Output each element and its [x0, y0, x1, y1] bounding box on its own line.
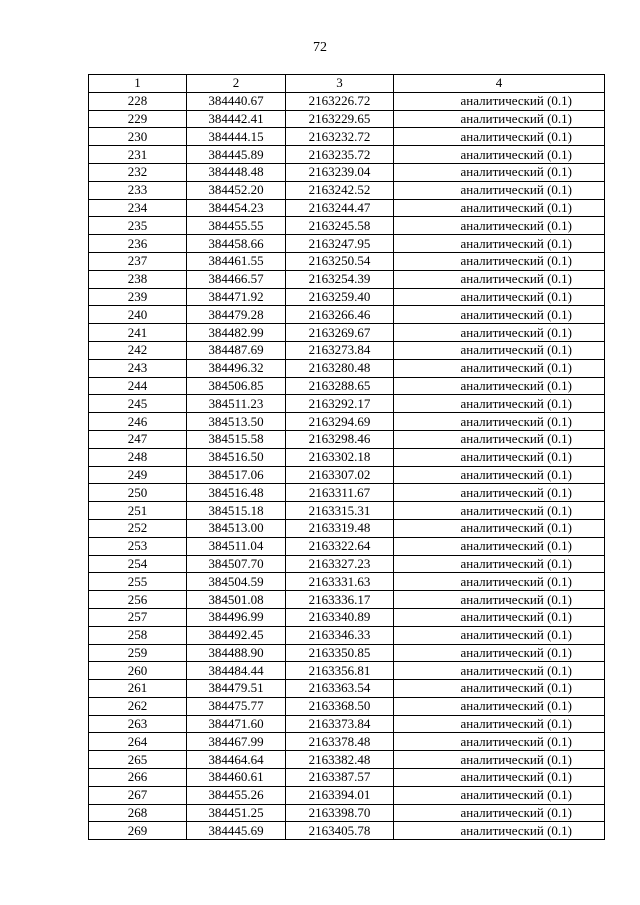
table-row — [89, 697, 605, 715]
y-coordinate-cell: 2163280.48 — [286, 359, 394, 377]
table-row — [89, 644, 605, 662]
x-coordinate-cell: 384511.04 — [187, 537, 286, 555]
x-coordinate-cell: 384464.64 — [187, 751, 286, 769]
x-coordinate-cell: 384475.77 — [187, 697, 286, 715]
x-coordinate-cell: 384458.66 — [187, 235, 286, 253]
method-cell: аналитический (0.1) — [394, 733, 605, 751]
x-coordinate-cell: 384517.06 — [187, 466, 286, 484]
table-row — [89, 537, 605, 555]
x-coordinate-cell: 384440.67 — [187, 92, 286, 110]
y-coordinate-cell: 2163235.72 — [286, 146, 394, 164]
y-coordinate-cell: 2163319.48 — [286, 519, 394, 537]
x-coordinate-cell: 384455.55 — [187, 217, 286, 235]
point-number-cell: 263 — [89, 715, 187, 733]
header-col-3: 3 — [286, 75, 394, 93]
point-number-cell: 252 — [89, 519, 187, 537]
point-number-cell: 232 — [89, 163, 187, 181]
y-coordinate-cell: 2163405.78 — [286, 822, 394, 840]
method-cell: аналитический (0.1) — [394, 377, 605, 395]
method-cell: аналитический (0.1) — [394, 573, 605, 591]
x-coordinate-cell: 384515.18 — [187, 502, 286, 520]
y-coordinate-cell: 2163340.89 — [286, 608, 394, 626]
y-coordinate-cell: 2163273.84 — [286, 341, 394, 359]
y-coordinate-cell: 2163229.65 — [286, 110, 394, 128]
x-coordinate-cell: 384516.48 — [187, 484, 286, 502]
point-number-cell: 231 — [89, 146, 187, 164]
point-number-cell: 251 — [89, 502, 187, 520]
table-row — [89, 235, 605, 253]
table-body — [89, 92, 605, 839]
table-row — [89, 341, 605, 359]
method-cell: аналитический (0.1) — [394, 466, 605, 484]
table-row — [89, 128, 605, 146]
method-cell: аналитический (0.1) — [394, 128, 605, 146]
table-row — [89, 680, 605, 698]
method-cell: аналитический (0.1) — [394, 537, 605, 555]
method-cell: аналитический (0.1) — [394, 680, 605, 698]
table-row — [89, 502, 605, 520]
point-number-cell: 257 — [89, 608, 187, 626]
point-number-cell: 260 — [89, 662, 187, 680]
method-cell: аналитический (0.1) — [394, 235, 605, 253]
point-number-cell: 238 — [89, 270, 187, 288]
method-cell: аналитический (0.1) — [394, 804, 605, 822]
y-coordinate-cell: 2163322.64 — [286, 537, 394, 555]
point-number-cell: 233 — [89, 181, 187, 199]
y-coordinate-cell: 2163247.95 — [286, 235, 394, 253]
x-coordinate-cell: 384516.50 — [187, 448, 286, 466]
point-number-cell: 256 — [89, 591, 187, 609]
method-cell: аналитический (0.1) — [394, 413, 605, 431]
method-cell: аналитический (0.1) — [394, 519, 605, 537]
table-row — [89, 466, 605, 484]
y-coordinate-cell: 2163387.57 — [286, 769, 394, 787]
y-coordinate-cell: 2163394.01 — [286, 786, 394, 804]
method-cell: аналитический (0.1) — [394, 822, 605, 840]
x-coordinate-cell: 384511.23 — [187, 395, 286, 413]
point-number-cell: 236 — [89, 235, 187, 253]
y-coordinate-cell: 2163288.65 — [286, 377, 394, 395]
y-coordinate-cell: 2163245.58 — [286, 217, 394, 235]
point-number-cell: 267 — [89, 786, 187, 804]
x-coordinate-cell: 384487.69 — [187, 341, 286, 359]
method-cell: аналитический (0.1) — [394, 395, 605, 413]
point-number-cell: 248 — [89, 448, 187, 466]
point-number-cell: 242 — [89, 341, 187, 359]
method-cell: аналитический (0.1) — [394, 181, 605, 199]
method-cell: аналитический (0.1) — [394, 626, 605, 644]
y-coordinate-cell: 2163226.72 — [286, 92, 394, 110]
point-number-cell: 259 — [89, 644, 187, 662]
x-coordinate-cell: 384442.41 — [187, 110, 286, 128]
table-header — [89, 75, 605, 93]
table-row — [89, 359, 605, 377]
x-coordinate-cell: 384501.08 — [187, 591, 286, 609]
y-coordinate-cell: 2163382.48 — [286, 751, 394, 769]
x-coordinate-cell: 384496.99 — [187, 608, 286, 626]
y-coordinate-cell: 2163315.31 — [286, 502, 394, 520]
method-cell: аналитический (0.1) — [394, 146, 605, 164]
point-number-cell: 249 — [89, 466, 187, 484]
point-number-cell: 245 — [89, 395, 187, 413]
point-number-cell: 234 — [89, 199, 187, 217]
table-row — [89, 786, 605, 804]
method-cell: аналитический (0.1) — [394, 591, 605, 609]
point-number-cell: 261 — [89, 680, 187, 698]
method-cell: аналитический (0.1) — [394, 288, 605, 306]
y-coordinate-cell: 2163239.04 — [286, 163, 394, 181]
method-cell: аналитический (0.1) — [394, 92, 605, 110]
y-coordinate-cell: 2163244.47 — [286, 199, 394, 217]
method-cell: аналитический (0.1) — [394, 341, 605, 359]
header-col-2: 2 — [187, 75, 286, 93]
point-number-cell: 258 — [89, 626, 187, 644]
table-row — [89, 395, 605, 413]
header-col-4: 4 — [394, 75, 605, 93]
table-row — [89, 715, 605, 733]
x-coordinate-cell: 384515.58 — [187, 430, 286, 448]
table-row — [89, 163, 605, 181]
method-cell: аналитический (0.1) — [394, 217, 605, 235]
table-row — [89, 288, 605, 306]
point-number-cell: 262 — [89, 697, 187, 715]
table-row — [89, 199, 605, 217]
method-cell: аналитический (0.1) — [394, 608, 605, 626]
method-cell: аналитический (0.1) — [394, 252, 605, 270]
x-coordinate-cell: 384471.60 — [187, 715, 286, 733]
point-number-cell: 246 — [89, 413, 187, 431]
method-cell: аналитический (0.1) — [394, 359, 605, 377]
y-coordinate-cell: 2163363.54 — [286, 680, 394, 698]
method-cell: аналитический (0.1) — [394, 484, 605, 502]
point-number-cell: 264 — [89, 733, 187, 751]
table-row — [89, 181, 605, 199]
y-coordinate-cell: 2163294.69 — [286, 413, 394, 431]
x-coordinate-cell: 384488.90 — [187, 644, 286, 662]
point-number-cell: 253 — [89, 537, 187, 555]
y-coordinate-cell: 2163307.02 — [286, 466, 394, 484]
point-number-cell: 269 — [89, 822, 187, 840]
y-coordinate-cell: 2163302.18 — [286, 448, 394, 466]
x-coordinate-cell: 384513.00 — [187, 519, 286, 537]
table-row — [89, 662, 605, 680]
x-coordinate-cell: 384504.59 — [187, 573, 286, 591]
method-cell: аналитический (0.1) — [394, 502, 605, 520]
point-number-cell: 266 — [89, 769, 187, 787]
y-coordinate-cell: 2163269.67 — [286, 324, 394, 342]
x-coordinate-cell: 384506.85 — [187, 377, 286, 395]
table-row — [89, 252, 605, 270]
method-cell: аналитический (0.1) — [394, 110, 605, 128]
y-coordinate-cell: 2163250.54 — [286, 252, 394, 270]
method-cell: аналитический (0.1) — [394, 163, 605, 181]
method-cell: аналитический (0.1) — [394, 751, 605, 769]
y-coordinate-cell: 2163259.40 — [286, 288, 394, 306]
x-coordinate-cell: 384507.70 — [187, 555, 286, 573]
table-row — [89, 555, 605, 573]
point-number-cell: 239 — [89, 288, 187, 306]
table-row — [89, 573, 605, 591]
point-number-cell: 244 — [89, 377, 187, 395]
table-row — [89, 448, 605, 466]
x-coordinate-cell: 384479.51 — [187, 680, 286, 698]
y-coordinate-cell: 2163378.48 — [286, 733, 394, 751]
point-number-cell: 247 — [89, 430, 187, 448]
table-row — [89, 733, 605, 751]
y-coordinate-cell: 2163336.17 — [286, 591, 394, 609]
y-coordinate-cell: 2163373.84 — [286, 715, 394, 733]
method-cell: аналитический (0.1) — [394, 715, 605, 733]
table-row — [89, 822, 605, 840]
method-cell: аналитический (0.1) — [394, 270, 605, 288]
table-row — [89, 377, 605, 395]
y-coordinate-cell: 2163232.72 — [286, 128, 394, 146]
point-number-cell: 255 — [89, 573, 187, 591]
y-coordinate-cell: 2163292.17 — [286, 395, 394, 413]
method-cell: аналитический (0.1) — [394, 306, 605, 324]
table-row — [89, 769, 605, 787]
y-coordinate-cell: 2163311.67 — [286, 484, 394, 502]
point-number-cell: 230 — [89, 128, 187, 146]
x-coordinate-cell: 384452.20 — [187, 181, 286, 199]
table-row — [89, 306, 605, 324]
method-cell: аналитический (0.1) — [394, 430, 605, 448]
table-row — [89, 430, 605, 448]
y-coordinate-cell: 2163398.70 — [286, 804, 394, 822]
y-coordinate-cell: 2163242.52 — [286, 181, 394, 199]
table-row — [89, 270, 605, 288]
x-coordinate-cell: 384445.89 — [187, 146, 286, 164]
point-number-cell: 265 — [89, 751, 187, 769]
table-row — [89, 217, 605, 235]
table-row — [89, 146, 605, 164]
method-cell: аналитический (0.1) — [394, 697, 605, 715]
table-row — [89, 591, 605, 609]
table-row — [89, 110, 605, 128]
y-coordinate-cell: 2163254.39 — [286, 270, 394, 288]
y-coordinate-cell: 2163346.33 — [286, 626, 394, 644]
point-number-cell: 241 — [89, 324, 187, 342]
point-number-cell: 243 — [89, 359, 187, 377]
point-number-cell: 235 — [89, 217, 187, 235]
table-row — [89, 608, 605, 626]
header-row — [89, 75, 605, 93]
point-number-cell: 268 — [89, 804, 187, 822]
method-cell: аналитический (0.1) — [394, 769, 605, 787]
y-coordinate-cell: 2163298.46 — [286, 430, 394, 448]
method-cell: аналитический (0.1) — [394, 199, 605, 217]
x-coordinate-cell: 384461.55 — [187, 252, 286, 270]
x-coordinate-cell: 384455.26 — [187, 786, 286, 804]
y-coordinate-cell: 2163350.85 — [286, 644, 394, 662]
y-coordinate-cell: 2163331.63 — [286, 573, 394, 591]
x-coordinate-cell: 384460.61 — [187, 769, 286, 787]
x-coordinate-cell: 384451.25 — [187, 804, 286, 822]
method-cell: аналитический (0.1) — [394, 644, 605, 662]
x-coordinate-cell: 384454.23 — [187, 199, 286, 217]
x-coordinate-cell: 384448.48 — [187, 163, 286, 181]
table-row — [89, 413, 605, 431]
x-coordinate-cell: 384482.99 — [187, 324, 286, 342]
page-number: 72 — [313, 40, 327, 55]
table-row — [89, 519, 605, 537]
table-row — [89, 92, 605, 110]
point-number-cell: 240 — [89, 306, 187, 324]
x-coordinate-cell: 384445.69 — [187, 822, 286, 840]
method-cell: аналитический (0.1) — [394, 448, 605, 466]
method-cell: аналитический (0.1) — [394, 786, 605, 804]
x-coordinate-cell: 384466.57 — [187, 270, 286, 288]
point-number-cell: 250 — [89, 484, 187, 502]
x-coordinate-cell: 384496.32 — [187, 359, 286, 377]
coordinates-table — [88, 74, 605, 840]
point-number-cell: 228 — [89, 92, 187, 110]
x-coordinate-cell: 384484.44 — [187, 662, 286, 680]
header-col-1: 1 — [89, 75, 187, 93]
method-cell: аналитический (0.1) — [394, 662, 605, 680]
table-row — [89, 484, 605, 502]
point-number-cell: 237 — [89, 252, 187, 270]
table-row — [89, 324, 605, 342]
method-cell: аналитический (0.1) — [394, 324, 605, 342]
y-coordinate-cell: 2163327.23 — [286, 555, 394, 573]
x-coordinate-cell: 384513.50 — [187, 413, 286, 431]
x-coordinate-cell: 384444.15 — [187, 128, 286, 146]
table-row — [89, 804, 605, 822]
x-coordinate-cell: 384471.92 — [187, 288, 286, 306]
method-cell: аналитический (0.1) — [394, 555, 605, 573]
x-coordinate-cell: 384467.99 — [187, 733, 286, 751]
y-coordinate-cell: 2163266.46 — [286, 306, 394, 324]
y-coordinate-cell: 2163368.50 — [286, 697, 394, 715]
point-number-cell: 229 — [89, 110, 187, 128]
y-coordinate-cell: 2163356.81 — [286, 662, 394, 680]
table-row — [89, 626, 605, 644]
point-number-cell: 254 — [89, 555, 187, 573]
table-row — [89, 751, 605, 769]
x-coordinate-cell: 384492.45 — [187, 626, 286, 644]
x-coordinate-cell: 384479.28 — [187, 306, 286, 324]
